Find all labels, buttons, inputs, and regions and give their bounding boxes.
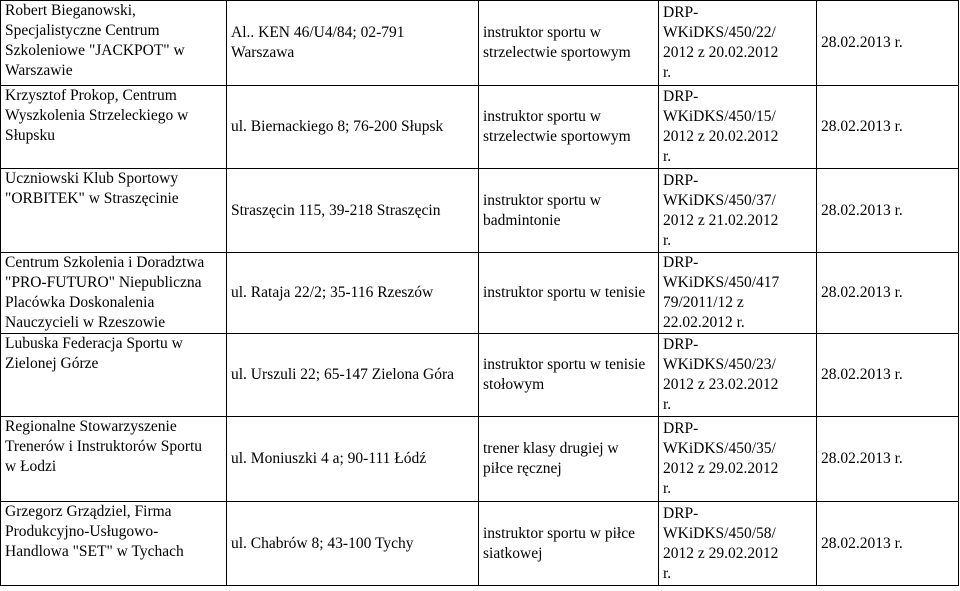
qualification-line: instruktor sportu w: [483, 108, 601, 125]
qualification-line: instruktor sportu w piłce: [483, 524, 635, 542]
date-cell: [817, 334, 959, 417]
organization-line: Krzysztof Prokop, Centrum: [5, 87, 177, 104]
organization-line: Robert Bieganowski,: [5, 2, 136, 19]
address-line: Straszęcin 115, 39-218 Straszęcin: [231, 201, 441, 219]
qualification-line: strzelectwie sportowym: [483, 128, 631, 145]
qualification-line: instruktor sportu w tenisie: [483, 356, 646, 373]
license-line: r.: [663, 564, 672, 582]
qualification-cell: [479, 1, 659, 86]
license-line: WKiDKS/450/37/: [663, 191, 776, 209]
qualification-line: strzelectwie sportowym: [483, 44, 631, 61]
organization-line: Szkoleniowe "JACKPOT" w: [5, 42, 185, 59]
address-cell: [227, 169, 479, 253]
license-line: DRP-: [663, 254, 699, 271]
organization-cell: [1, 169, 227, 253]
qualification-line: siatkowej: [483, 544, 543, 562]
organization-line: Handlowa "SET" w Tychach: [5, 543, 184, 560]
qualification-cell: [479, 86, 659, 169]
organization-cell: [1, 1, 227, 86]
license-line: 2012 z 20.02.2012: [663, 128, 779, 145]
registry-table-body: [1, 1, 959, 586]
organization-line: "ORBITEK" w Straszęcinie: [5, 190, 179, 207]
license-line: WKiDKS/450/15/: [663, 108, 776, 125]
address-cell: [227, 1, 479, 86]
license-line: r.: [663, 480, 672, 497]
address-line: ul. Rataja 22/2; 35-116 Rzeszów: [231, 284, 434, 301]
address-cell: [227, 417, 479, 502]
license-cell: [659, 1, 817, 86]
table-row: [1, 86, 959, 169]
address-cell: [227, 334, 479, 417]
qualification-line: stołowym: [483, 376, 545, 393]
organization-cell: [1, 502, 227, 586]
date-text: 28.02.2013 r.: [821, 366, 903, 383]
qualification-line: trener klasy drugiej w: [483, 440, 619, 457]
organization-line: Specjalistyczne Centrum: [5, 22, 160, 39]
address-cell: [227, 86, 479, 169]
qualification-line: piłce ręcznej: [483, 460, 562, 477]
organization-cell: [1, 253, 227, 334]
license-line: r.: [663, 148, 672, 165]
license-line: WKiDKS/450/22/: [663, 24, 776, 41]
license-line: 79/2011/12 z: [663, 294, 744, 311]
table-row: [1, 502, 959, 586]
license-line: WKiDKS/450/417: [663, 274, 780, 291]
license-line: 2012 z 29.02.2012: [663, 544, 779, 562]
organization-line: Nauczycieli w Rzeszowie: [5, 314, 166, 331]
organization-cell: [1, 417, 227, 502]
organization-line: Placówka Doskonalenia: [5, 294, 155, 311]
organization-line: Produkcyjno-Usługowo-: [5, 523, 159, 540]
license-line: DRP-: [663, 171, 699, 189]
address-line: ul. Chabrów 8; 43-100 Tychy: [231, 534, 414, 552]
qualification-line: instruktor sportu w tenisie: [483, 284, 646, 301]
organization-line: Zielonej Górze: [5, 355, 99, 372]
organization-line: Wyszkolenia Strzeleckiego w: [5, 107, 189, 124]
date-text: 28.02.2013 r.: [821, 34, 903, 51]
license-line: 2012 z 20.02.2012: [663, 44, 779, 61]
date-text: 28.02.2013 r.: [821, 450, 903, 467]
date-cell: [817, 86, 959, 169]
license-line: DRP-: [663, 336, 699, 353]
table-row: [1, 334, 959, 417]
address-line: ul. Urszuli 22; 65-147 Zielona Góra: [231, 366, 454, 383]
qualification-line: instruktor sportu w: [483, 191, 601, 209]
address-cell: [227, 253, 479, 334]
address-line: ul. Biernackiego 8; 76-200 Słupsk: [231, 118, 444, 135]
address-cell: [227, 502, 479, 586]
date-cell: [817, 502, 959, 586]
license-line: r.: [663, 231, 672, 249]
address-line: ul. Moniuszki 4 a; 90-111 Łódź: [231, 450, 427, 467]
organization-cell: [1, 334, 227, 417]
date-text: 28.02.2013 r.: [821, 534, 903, 552]
license-cell: [659, 502, 817, 586]
license-line: r.: [663, 396, 672, 413]
license-line: 2012 z 21.02.2012: [663, 211, 779, 229]
qualification-cell: [479, 334, 659, 417]
date-cell: [817, 1, 959, 86]
qualification-line: instruktor sportu w: [483, 24, 601, 41]
organization-line: Lubuska Federacja Sportu w: [5, 335, 183, 352]
license-cell: [659, 417, 817, 502]
qualification-cell: [479, 417, 659, 502]
license-line: 2012 z 29.02.2012: [663, 460, 779, 477]
license-line: r.: [663, 64, 672, 81]
date-cell: [817, 169, 959, 253]
license-cell: [659, 86, 817, 169]
address-line: Al.. KEN 46/U4/84; 02-791: [231, 24, 405, 41]
table-row: [1, 1, 959, 86]
date-text: 28.02.2013 r.: [821, 201, 903, 219]
license-cell: [659, 169, 817, 253]
organization-line: Grzegorz Grządziel, Firma: [5, 503, 172, 520]
date-cell: [817, 253, 959, 334]
organization-line: Uczniowski Klub Sportowy: [5, 170, 179, 187]
organization-line: Słupsku: [5, 127, 55, 144]
license-line: WKiDKS/450/58/: [663, 524, 776, 542]
license-line: 2012 z 23.02.2012: [663, 376, 779, 393]
address-line: Warszawa: [231, 44, 295, 61]
date-text: 28.02.2013 r.: [821, 284, 903, 301]
license-cell: [659, 334, 817, 417]
organization-line: Trenerów i Instruktorów Sportu: [5, 438, 203, 455]
qualification-line: badmintonie: [483, 211, 561, 229]
qualification-cell: [479, 169, 659, 253]
license-cell: [659, 253, 817, 334]
table-row: [1, 169, 959, 253]
license-line: WKiDKS/450/35/: [663, 440, 776, 457]
organization-cell: [1, 86, 227, 169]
license-line: DRP-: [663, 504, 699, 522]
organization-line: Centrum Szkolenia i Doradztwa: [5, 254, 205, 271]
table-row: [1, 253, 959, 334]
license-line: DRP-: [663, 420, 699, 437]
table-row: [1, 417, 959, 502]
license-line: DRP-: [663, 4, 699, 21]
date-cell: [817, 417, 959, 502]
license-line: DRP-: [663, 88, 699, 105]
organization-line: Warszawie: [5, 62, 73, 79]
license-line: 22.02.2012 r.: [663, 314, 745, 331]
organization-line: Regionalne Stowarzyszenie: [5, 418, 177, 435]
qualification-cell: [479, 253, 659, 334]
date-text: 28.02.2013 r.: [821, 118, 903, 135]
license-line: WKiDKS/450/23/: [663, 356, 776, 373]
organization-line: w Łodzi: [5, 458, 57, 475]
qualification-cell: [479, 502, 659, 586]
organization-line: "PRO-FUTURO" Niepubliczna: [5, 274, 202, 291]
